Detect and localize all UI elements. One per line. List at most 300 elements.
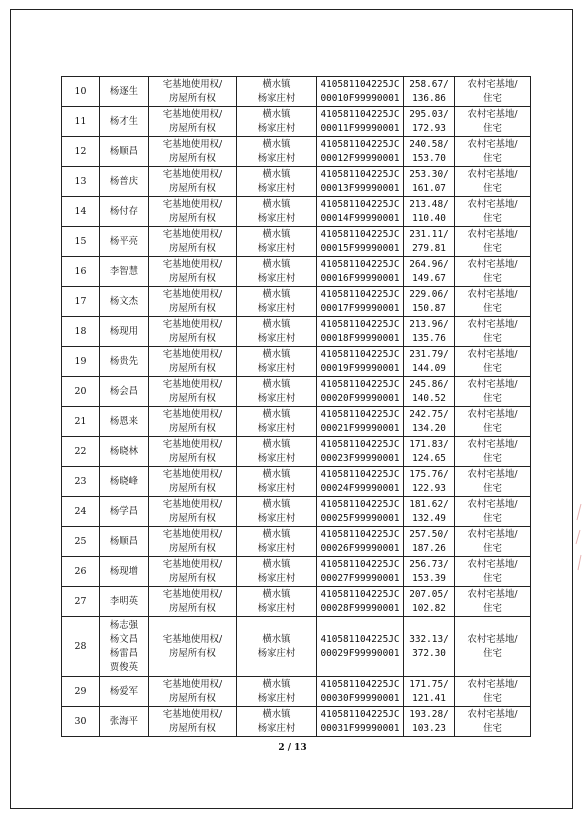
location-cell — [237, 347, 317, 377]
property-id-line: 410581104225JC — [320, 678, 400, 690]
owner-name-cell: 杨普庆 — [100, 167, 149, 197]
property-id-cell — [317, 707, 404, 737]
land-use-line: 农村宅基地/ — [467, 678, 518, 690]
property-id-line: 410581104225JC — [320, 78, 400, 90]
location-line: 横水镇 — [262, 378, 291, 390]
location-line: 杨家庄村 — [257, 332, 296, 344]
location-cell — [237, 407, 317, 437]
owner-name-cell: 杨晓峰 — [100, 467, 149, 497]
area-cell — [404, 167, 455, 197]
area-line: 181.62/ — [409, 498, 449, 510]
land-use-line: 农村宅基地/ — [467, 78, 518, 90]
property-id-cell — [317, 257, 404, 287]
row-number-cell: 21 — [62, 407, 100, 437]
area-cell — [404, 407, 455, 437]
table-row — [62, 197, 531, 227]
location-line: 横水镇 — [262, 168, 291, 180]
right-type-line: 房屋所有权 — [169, 647, 216, 659]
area-cell — [404, 197, 455, 227]
land-use-cell — [455, 137, 531, 167]
owner-name-cell: 杨现用 — [100, 317, 149, 347]
area-line: 332.13/ — [409, 633, 449, 645]
land-use-cell — [455, 557, 531, 587]
location-line: 杨家庄村 — [257, 602, 296, 614]
location-cell — [237, 227, 317, 257]
area-line: 253.30/ — [409, 168, 449, 180]
area-line: 171.83/ — [409, 438, 449, 450]
land-use-line: 农村宅基地/ — [467, 288, 518, 300]
property-id-line: 00014F99990001 — [320, 212, 400, 224]
owner-name-cell: 杨现增 — [100, 557, 149, 587]
property-id-line: 410581104225JC — [320, 198, 400, 210]
table-row — [62, 227, 531, 257]
property-id-cell — [317, 497, 404, 527]
location-line: 杨家庄村 — [257, 272, 296, 284]
row-number-cell: 29 — [62, 677, 100, 707]
location-cell — [237, 257, 317, 287]
location-cell — [237, 497, 317, 527]
property-id-line: 00012F99990001 — [320, 152, 400, 164]
property-id-line: 00027F99990001 — [320, 572, 400, 584]
owner-name-cell: 杨顺昌 — [100, 527, 149, 557]
area-line: 213.48/ — [409, 198, 449, 210]
land-use-cell — [455, 707, 531, 737]
right-type-cell — [149, 587, 237, 617]
location-line: 杨家庄村 — [257, 452, 296, 464]
area-line: 256.73/ — [409, 558, 449, 570]
property-id-cell — [317, 347, 404, 377]
land-use-line: 农村宅基地/ — [467, 438, 518, 450]
location-line: 横水镇 — [262, 558, 291, 570]
property-id-line: 00010F99990001 — [320, 92, 400, 104]
area-line: 242.75/ — [409, 408, 449, 420]
right-type-line: 房屋所有权 — [169, 722, 216, 734]
area-cell — [404, 527, 455, 557]
owner-name-cell: 杨恩来 — [100, 407, 149, 437]
row-number-cell: 13 — [62, 167, 100, 197]
land-use-line: 农村宅基地/ — [467, 558, 518, 570]
land-use-line: 住宅 — [483, 602, 502, 614]
table-row — [62, 617, 531, 677]
location-cell — [237, 707, 317, 737]
land-use-line: 农村宅基地/ — [467, 138, 518, 150]
location-line: 横水镇 — [262, 198, 291, 210]
row-number-cell: 25 — [62, 527, 100, 557]
area-line: 264.96/ — [409, 258, 449, 270]
right-type-line: 宅基地使用权/ — [162, 228, 223, 240]
land-use-cell — [455, 437, 531, 467]
land-use-cell — [455, 617, 531, 677]
property-registry-table — [61, 76, 531, 737]
property-id-cell — [317, 557, 404, 587]
right-type-line: 宅基地使用权/ — [162, 438, 223, 450]
property-id-line: 410581104225JC — [320, 468, 400, 480]
land-use-line: 农村宅基地/ — [467, 708, 518, 720]
right-type-line: 宅基地使用权/ — [162, 498, 223, 510]
property-id-cell — [317, 407, 404, 437]
property-id-cell — [317, 317, 404, 347]
right-type-line: 房屋所有权 — [169, 572, 216, 584]
location-line: 横水镇 — [262, 498, 291, 510]
owner-name-line: 杨雷昌 — [109, 647, 139, 659]
owner-name-cell: 李智慧 — [100, 257, 149, 287]
property-id-line: 00031F99990001 — [320, 722, 400, 734]
property-id-line: 00021F99990001 — [320, 422, 400, 434]
property-id-cell — [317, 107, 404, 137]
right-type-cell — [149, 317, 237, 347]
property-id-line: 410581104225JC — [320, 708, 400, 720]
table-row — [62, 497, 531, 527]
location-cell — [237, 77, 317, 107]
land-use-cell — [455, 77, 531, 107]
land-use-cell — [455, 587, 531, 617]
land-use-line: 农村宅基地/ — [467, 378, 518, 390]
property-id-line: 410581104225JC — [320, 498, 400, 510]
location-cell — [237, 107, 317, 137]
right-type-cell — [149, 677, 237, 707]
right-type-cell — [149, 347, 237, 377]
location-line: 杨家庄村 — [257, 647, 296, 659]
table-row — [62, 77, 531, 107]
location-line: 横水镇 — [262, 528, 291, 540]
row-number-cell: 27 — [62, 587, 100, 617]
location-cell — [237, 467, 317, 497]
property-id-line: 00025F99990001 — [320, 512, 400, 524]
land-use-cell — [455, 377, 531, 407]
area-line: 245.86/ — [409, 378, 449, 390]
area-line: 121.41 — [412, 692, 446, 704]
land-use-line: 住宅 — [483, 692, 502, 704]
property-id-line: 00017F99990001 — [320, 302, 400, 314]
area-cell — [404, 77, 455, 107]
location-cell — [237, 617, 317, 677]
land-use-line: 农村宅基地/ — [467, 228, 518, 240]
area-cell — [404, 107, 455, 137]
row-number-cell: 18 — [62, 317, 100, 347]
location-line: 杨家庄村 — [257, 302, 296, 314]
row-number-cell: 28 — [62, 617, 100, 677]
owner-name-cell: 张海平 — [100, 707, 149, 737]
property-id-line: 410581104225JC — [320, 438, 400, 450]
right-type-line: 宅基地使用权/ — [162, 318, 223, 330]
right-type-line: 宅基地使用权/ — [162, 108, 223, 120]
land-use-cell — [455, 407, 531, 437]
location-line: 杨家庄村 — [257, 152, 296, 164]
property-id-cell — [317, 437, 404, 467]
location-cell — [237, 287, 317, 317]
right-type-cell — [149, 227, 237, 257]
land-use-line: 农村宅基地/ — [467, 108, 518, 120]
location-line: 杨家庄村 — [257, 122, 296, 134]
location-line: 杨家庄村 — [257, 212, 296, 224]
location-cell — [237, 317, 317, 347]
right-type-line: 房屋所有权 — [169, 332, 216, 344]
table-row — [62, 347, 531, 377]
property-id-cell — [317, 167, 404, 197]
right-type-line: 宅基地使用权/ — [162, 408, 223, 420]
owner-name-line: 杨文昌 — [109, 633, 139, 645]
location-line: 横水镇 — [262, 138, 291, 150]
property-id-line: 410581104225JC — [320, 318, 400, 330]
right-type-line: 宅基地使用权/ — [162, 198, 223, 210]
land-use-line: 住宅 — [483, 182, 502, 194]
land-use-line: 农村宅基地/ — [467, 498, 518, 510]
property-id-line: 00024F99990001 — [320, 482, 400, 494]
area-line: 153.70 — [412, 152, 446, 164]
area-line: 172.93 — [412, 122, 446, 134]
right-type-line: 房屋所有权 — [169, 92, 216, 104]
land-use-cell — [455, 527, 531, 557]
right-type-line: 房屋所有权 — [169, 602, 216, 614]
location-line: 横水镇 — [262, 318, 291, 330]
owner-name-line: 贾俊英 — [109, 661, 139, 673]
location-cell — [237, 437, 317, 467]
owner-name-cell: 杨文杰 — [100, 287, 149, 317]
land-use-line: 住宅 — [483, 122, 502, 134]
area-cell — [404, 707, 455, 737]
land-use-line: 住宅 — [483, 152, 502, 164]
land-use-cell — [455, 467, 531, 497]
land-use-line: 住宅 — [483, 647, 502, 659]
area-line: 102.82 — [412, 602, 446, 614]
land-use-cell — [455, 227, 531, 257]
location-line: 杨家庄村 — [257, 692, 296, 704]
right-type-line: 房屋所有权 — [169, 542, 216, 554]
property-id-line: 00011F99990001 — [320, 122, 400, 134]
area-line: 258.67/ — [409, 78, 449, 90]
owner-name-cell: 杨才生 — [100, 107, 149, 137]
right-type-line: 宅基地使用权/ — [162, 258, 223, 270]
property-id-line: 410581104225JC — [320, 228, 400, 240]
right-type-line: 宅基地使用权/ — [162, 78, 223, 90]
right-type-line: 宅基地使用权/ — [162, 468, 223, 480]
land-use-line: 农村宅基地/ — [467, 528, 518, 540]
location-line: 杨家庄村 — [257, 242, 296, 254]
property-id-line: 410581104225JC — [320, 138, 400, 150]
property-id-line: 00018F99990001 — [320, 332, 400, 344]
area-cell — [404, 677, 455, 707]
area-line: 279.81 — [412, 242, 446, 254]
land-use-line: 住宅 — [483, 212, 502, 224]
location-line: 横水镇 — [262, 468, 291, 480]
area-cell — [404, 137, 455, 167]
land-use-line: 住宅 — [483, 722, 502, 734]
right-type-line: 宅基地使用权/ — [162, 288, 223, 300]
table-row — [62, 317, 531, 347]
right-type-line: 宅基地使用权/ — [162, 168, 223, 180]
area-cell — [404, 347, 455, 377]
right-type-cell — [149, 167, 237, 197]
table-row — [62, 587, 531, 617]
land-use-line: 农村宅基地/ — [467, 468, 518, 480]
right-type-line: 房屋所有权 — [169, 362, 216, 374]
right-type-line: 房屋所有权 — [169, 482, 216, 494]
land-use-line: 住宅 — [483, 452, 502, 464]
area-cell — [404, 317, 455, 347]
row-number-cell: 16 — [62, 257, 100, 287]
row-number-cell: 26 — [62, 557, 100, 587]
page-number: 2 / 13 — [278, 743, 307, 753]
right-type-line: 房屋所有权 — [169, 122, 216, 134]
property-id-line: 00020F99990001 — [320, 392, 400, 404]
owner-name-cell: 杨逐生 — [100, 77, 149, 107]
land-use-line: 住宅 — [483, 482, 502, 494]
right-type-line: 宅基地使用权/ — [162, 588, 223, 600]
land-use-line: 农村宅基地/ — [467, 318, 518, 330]
area-line: 240.58/ — [409, 138, 449, 150]
table-row — [62, 527, 531, 557]
land-use-line: 农村宅基地/ — [467, 408, 518, 420]
property-id-line: 410581104225JC — [320, 528, 400, 540]
right-type-line: 房屋所有权 — [169, 692, 216, 704]
owner-name-cell: 李明英 — [100, 587, 149, 617]
property-id-line: 00026F99990001 — [320, 542, 400, 554]
right-type-line: 房屋所有权 — [169, 212, 216, 224]
property-id-line: 00023F99990001 — [320, 452, 400, 464]
property-id-line: 410581104225JC — [320, 258, 400, 270]
right-type-line: 房屋所有权 — [169, 272, 216, 284]
area-line: 372.30 — [412, 647, 446, 659]
area-cell — [404, 437, 455, 467]
property-id-line: 00019F99990001 — [320, 362, 400, 374]
location-line: 杨家庄村 — [257, 512, 296, 524]
land-use-cell — [455, 317, 531, 347]
right-type-cell — [149, 707, 237, 737]
land-use-cell — [455, 677, 531, 707]
land-use-cell — [455, 257, 531, 287]
location-line: 横水镇 — [262, 633, 291, 645]
area-cell — [404, 497, 455, 527]
row-number-cell: 20 — [62, 377, 100, 407]
land-use-cell — [455, 347, 531, 377]
area-line: 229.06/ — [409, 288, 449, 300]
area-line: 187.26 — [412, 542, 446, 554]
table-row — [62, 707, 531, 737]
table-row — [62, 377, 531, 407]
area-line: 124.65 — [412, 452, 446, 464]
area-line: 153.39 — [412, 572, 446, 584]
property-id-cell — [317, 227, 404, 257]
property-id-cell — [317, 197, 404, 227]
table-row — [62, 257, 531, 287]
location-cell — [237, 557, 317, 587]
location-line: 横水镇 — [262, 78, 291, 90]
land-use-line: 住宅 — [483, 422, 502, 434]
right-type-line: 宅基地使用权/ — [162, 708, 223, 720]
table-row — [62, 137, 531, 167]
property-id-cell — [317, 137, 404, 167]
area-line: 175.76/ — [409, 468, 449, 480]
area-cell — [404, 617, 455, 677]
land-use-line: 农村宅基地/ — [467, 633, 518, 645]
right-type-line: 房屋所有权 — [169, 302, 216, 314]
location-line: 横水镇 — [262, 228, 291, 240]
property-id-line: 410581104225JC — [320, 108, 400, 120]
location-line: 杨家庄村 — [257, 362, 296, 374]
land-use-line: 住宅 — [483, 92, 502, 104]
location-line: 杨家庄村 — [257, 392, 296, 404]
location-line: 杨家庄村 — [257, 572, 296, 584]
location-cell — [237, 587, 317, 617]
table-row — [62, 167, 531, 197]
right-type-cell — [149, 377, 237, 407]
area-line: 140.52 — [412, 392, 446, 404]
property-id-line: 00016F99990001 — [320, 272, 400, 284]
right-type-cell — [149, 197, 237, 227]
area-line: 149.67 — [412, 272, 446, 284]
land-use-line: 农村宅基地/ — [467, 198, 518, 210]
right-type-cell — [149, 437, 237, 467]
table-row — [62, 407, 531, 437]
property-id-line: 410581104225JC — [320, 588, 400, 600]
property-id-line: 410581104225JC — [320, 378, 400, 390]
property-id-cell — [317, 287, 404, 317]
location-line: 横水镇 — [262, 588, 291, 600]
right-type-cell — [149, 527, 237, 557]
area-line: 134.20 — [412, 422, 446, 434]
land-use-line: 住宅 — [483, 542, 502, 554]
right-type-cell — [149, 107, 237, 137]
land-use-cell — [455, 107, 531, 137]
right-type-line: 宅基地使用权/ — [162, 348, 223, 360]
right-type-cell — [149, 77, 237, 107]
land-use-line: 住宅 — [483, 362, 502, 374]
location-line: 横水镇 — [262, 348, 291, 360]
location-line: 横水镇 — [262, 288, 291, 300]
right-type-cell — [149, 617, 237, 677]
property-id-line: 00030F99990001 — [320, 692, 400, 704]
registry-body — [62, 77, 531, 737]
right-type-line: 宅基地使用权/ — [162, 528, 223, 540]
row-number-cell: 23 — [62, 467, 100, 497]
owner-name-cell: 杨学昌 — [100, 497, 149, 527]
land-use-line: 住宅 — [483, 572, 502, 584]
table-row — [62, 467, 531, 497]
location-line: 杨家庄村 — [257, 422, 296, 434]
location-line: 横水镇 — [262, 408, 291, 420]
area-line: 295.03/ — [409, 108, 449, 120]
area-line: 122.93 — [412, 482, 446, 494]
property-id-cell — [317, 617, 404, 677]
area-line: 231.11/ — [409, 228, 449, 240]
area-cell — [404, 377, 455, 407]
row-number-cell: 19 — [62, 347, 100, 377]
location-line: 横水镇 — [262, 708, 291, 720]
land-use-line: 住宅 — [483, 512, 502, 524]
land-use-cell — [455, 287, 531, 317]
area-cell — [404, 587, 455, 617]
row-number-cell: 30 — [62, 707, 100, 737]
land-use-line: 农村宅基地/ — [467, 348, 518, 360]
location-cell — [237, 677, 317, 707]
location-cell — [237, 167, 317, 197]
area-line: 257.50/ — [409, 528, 449, 540]
table-row — [62, 677, 531, 707]
owner-name-cell — [100, 617, 149, 677]
right-type-line: 房屋所有权 — [169, 452, 216, 464]
land-use-line: 住宅 — [483, 332, 502, 344]
right-type-line: 宅基地使用权/ — [162, 138, 223, 150]
property-id-line: 410581104225JC — [320, 288, 400, 300]
area-line: 136.86 — [412, 92, 446, 104]
right-type-line: 房屋所有权 — [169, 152, 216, 164]
land-use-cell — [455, 497, 531, 527]
table-row — [62, 287, 531, 317]
area-cell — [404, 257, 455, 287]
land-use-line: 住宅 — [483, 302, 502, 314]
property-id-line: 00013F99990001 — [320, 182, 400, 194]
property-id-cell — [317, 377, 404, 407]
